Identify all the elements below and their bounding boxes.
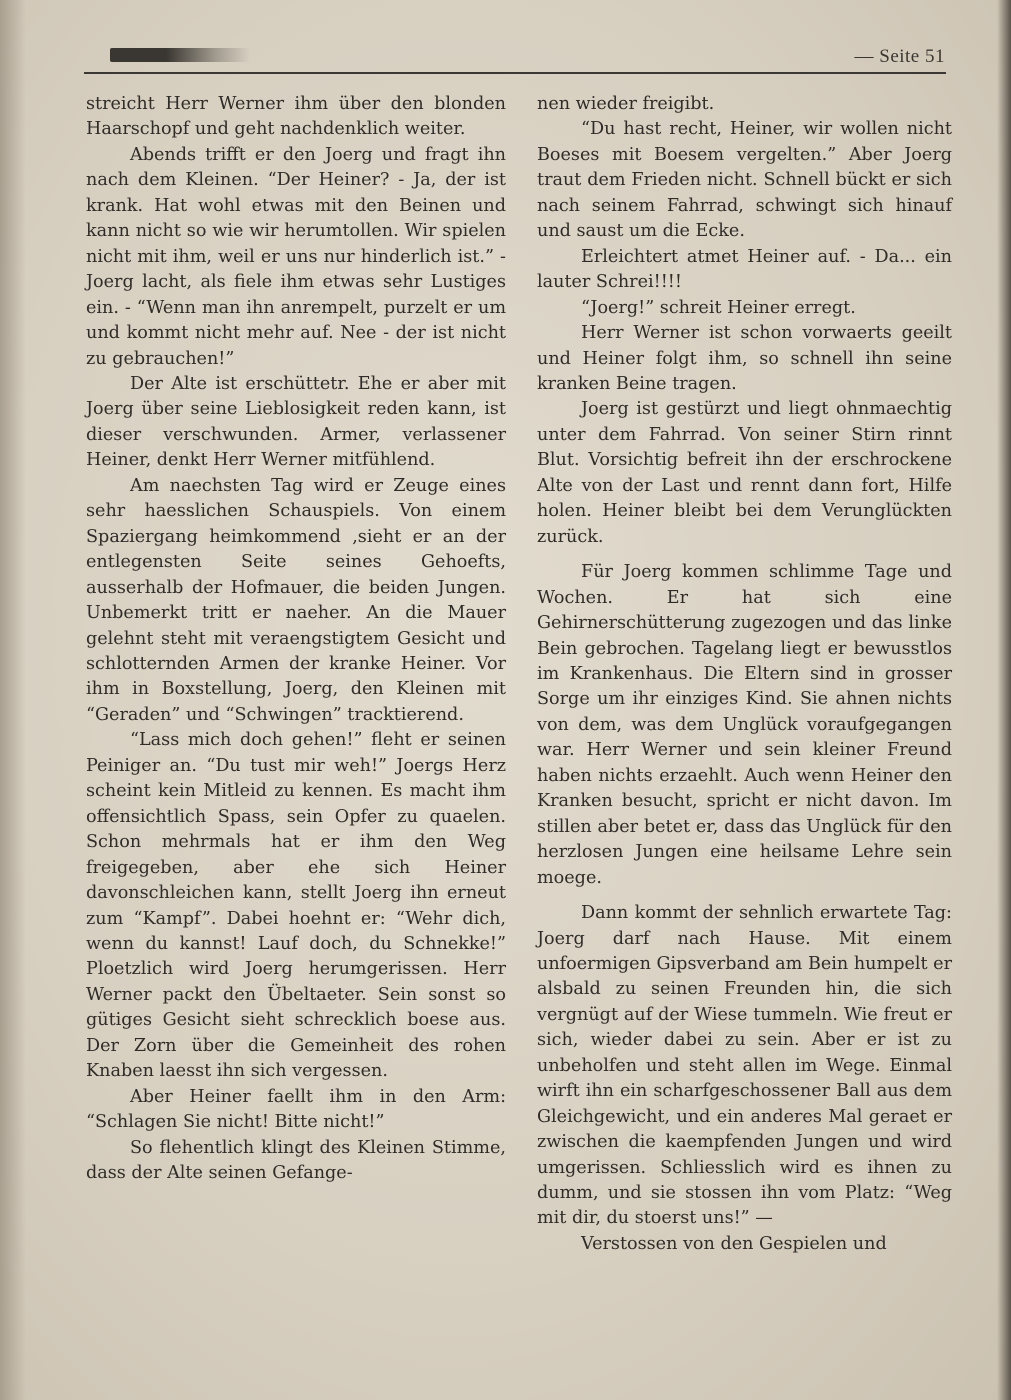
- header-rule: [84, 72, 946, 74]
- page-number: — Seite 51: [854, 46, 945, 67]
- paragraph: Der Alte ist erschüttetr. Ehe er aber mit Joerg über seine Lieblosigkeit reden kann, ist dieser verschwunden. Armer, verlassener Heiner, denkt Herr Werner mitfühlend.: [86, 373, 506, 471]
- paragraph: Verstossen von den Gespielen und: [581, 1233, 887, 1254]
- page-right-shadow: [997, 0, 1011, 1400]
- paragraph: Für Joerg kommen schlimme Tage und Wochen. Er hat sich eine Gehirnerschütterung zugezogen und das linke Bein gebrochen. Tagelang liegt er bewusstlos im Krankenhaus. Die Eltern sind in grosser Sorge um ihr einziges Kind. Sie ahnen nichts von dem, was dem Unglück voraufgegangen war. Herr Werner und sein kleiner Freund haben nichts erzaehlt. Auch wenn Heiner den Kranken besucht, spricht er nicht davon. Im stillen aber betet er, dass das Unglück für den herzlosen Jungen eine heilsame Lehre sein moege.: [537, 562, 952, 888]
- paragraph: nen wieder freigibt.: [537, 94, 715, 114]
- paragraph: Joerg ist gestürzt und liegt ohnmaechtig unter dem Fahrrad. Von seiner Stirn rinnt Blut. Vorsichtig befreit ihn der erschrockene Alte von der Last und rennt dann fort, Hilfe holen. Heiner bleibt bei dem Verunglückten zurück.: [537, 399, 952, 547]
- paragraph: Abends trifft er den Joerg und fragt ihn nach dem Kleinen. “Der Heiner? - Ja, der ist krank. Hat wohl etwas mit den Beinen und kann nicht so wie wir herumtollen. Wir spielen nicht mit ihm, weil er uns nur hinderlich ist.” - Joerg lacht, als fiele ihm etwas sehr Lustiges ein. - “Wenn man ihn anrempelt, purzelt er um und kommt nicht mehr auf. Nee - der ist nicht zu gebrauchen!”: [86, 144, 506, 369]
- paragraph: Dann kommt der sehnlich erwartete Tag: Joerg darf nach Hause. Mit einem unfoermigen Gipsverband am Bein humpelt er alsbald zu seinen Freunden hin, die sich vergnügt auf der Wiese tummeln. Wie freut er sich, wieder dabei zu sein. Aber er ist zu unbeholfen und steht allen im Wege. Einmal wirft ihn ein scharfgeschossener Ball aus dem Gleichgewicht, und ein anderes Mal geraet er zwischen die kaempfenden Jungen und wird umgerissen. Schliesslich wird es ihnen zu dumm, und sie stossen ihn vom Platz: “Weg mit dir, du stoerst uns!” —: [537, 903, 952, 1229]
- paragraph: Herr Werner ist schon vorwaerts geeilt und Heiner folgt ihm, so schnell ihn seine kranken Beine tragen.: [537, 323, 952, 394]
- left-column: [86, 92, 506, 1186]
- paragraph: streicht Herr Werner ihm über den blonden Haarschopf und geht nachdenklich weiter.: [86, 94, 506, 140]
- page-left-shadow: [0, 0, 26, 1400]
- paragraph: “Lass mich doch gehen!” fleht er seinen Peiniger an. “Du tust mir weh!” Joergs Herz scheint kein Mitleid zu kennen. Es macht ihm offensichtlich Spass, sein Opfer zu quaelen. Schon mehrmals hat er ihm den Weg freigegeben, aber ehe sich Heiner davonschleichen kann, stellt Joerg ihn erneut zum “Kampf”. Dabei hoehnt er: “Wehr dich, wenn du kannst! Lauf doch, du Schnekke!” Ploetzlich wird Joerg herumgerissen. Herr Werner packt den Übeltaeter. Sein sonst so gütiges Gesicht sieht schrecklich boese aus. Der Zorn über die Gemeinheit des rohen Knaben laesst ihn sich vergessen.: [86, 730, 506, 1082]
- paragraph: “Joerg!” schreit Heiner erregt.: [581, 297, 856, 318]
- paragraph: Aber Heiner faellt ihm in den Arm: “Schlagen Sie nicht! Bitte nicht!”: [86, 1086, 506, 1133]
- paragraph: Am naechsten Tag wird er Zeuge eines sehr haesslichen Schauspiels. Von einem Spaziergang heimkommend ,sieht er an der entlegensten Seite seines Gehoefts, ausserhalb der Hofmauer, die beiden Jungen. Unbemerkt tritt er naeher. An die Mauer gelehnt steht mit veraengstigtem Gesicht und schlotternden Armen der kranke Heiner. Vor ihm in Boxstellung, Joerg, den Kleinen mit “Geraden” und “Schwingen” tracktierend.: [86, 475, 506, 725]
- paragraph: So flehentlich klingt des Kleinen Stimme, dass der Alte seinen Gefange-: [86, 1137, 506, 1184]
- header-ornament: [110, 48, 250, 62]
- paragraph: “Du hast recht, Heiner, wir wollen nicht Boeses mit Boesem vergelten.” Aber Joerg traut dem Frieden nicht. Schnell bückt er sich nach seinem Fahrrad, schwingt sich hinauf und saust um die Ecke.: [537, 119, 952, 242]
- right-column: [537, 92, 952, 1257]
- paragraph: Erleichtert atmet Heiner auf. - Da... ein lauter Schrei!!!!: [537, 246, 952, 293]
